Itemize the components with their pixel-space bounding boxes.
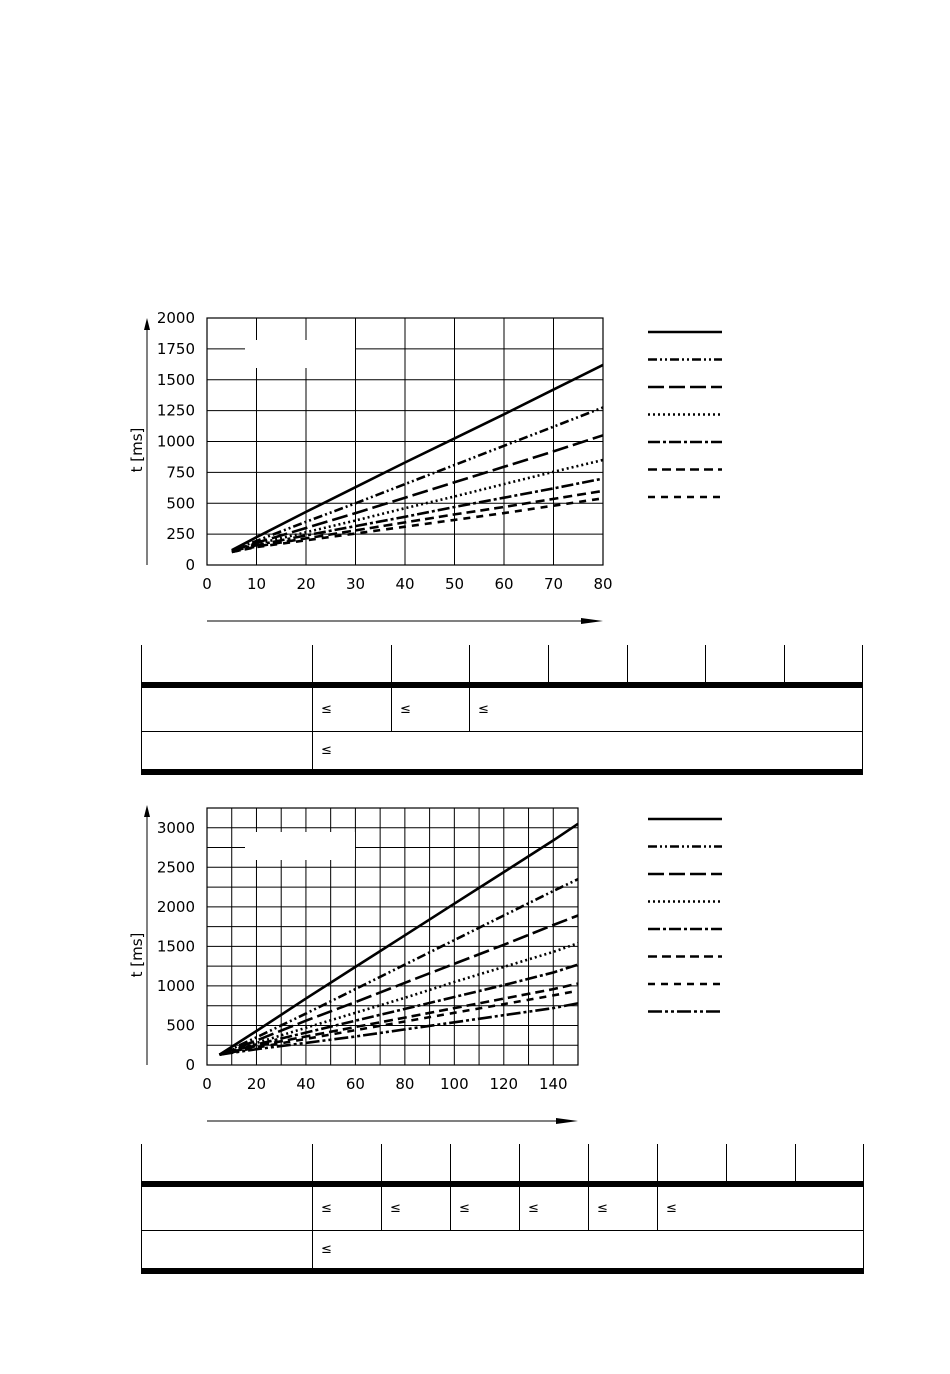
- table-cell: [589, 1144, 658, 1184]
- table-cell: [142, 732, 313, 773]
- y-tick-label: 1750: [156, 339, 195, 358]
- table-cell: [142, 685, 313, 732]
- x-tick-label: 10: [246, 575, 267, 593]
- x-axis-arrowhead: [581, 618, 603, 624]
- table-cell: [549, 645, 628, 685]
- x-tick-label: 60: [494, 575, 514, 593]
- x-tick-label: 0: [202, 575, 212, 593]
- table-cell: [313, 1144, 382, 1184]
- table-cell: [142, 1231, 313, 1272]
- table-cell: ≤: [470, 685, 863, 732]
- chart-2: [0, 795, 950, 1135]
- y-tick-label: 250: [166, 525, 195, 544]
- x-tick-label: 140: [538, 1075, 568, 1093]
- x-tick-label: 60: [345, 1075, 365, 1093]
- table-cell: [142, 645, 313, 685]
- y-tick-label: 1000: [156, 976, 195, 995]
- y-tick-label: 1500: [156, 370, 195, 389]
- table-cell: ≤: [392, 685, 470, 732]
- x-tick-label: 0: [202, 1075, 212, 1093]
- table-cell: ≤: [451, 1184, 520, 1231]
- y-axis-arrowhead: [144, 318, 150, 330]
- y-tick-label: 1000: [156, 432, 195, 451]
- y-tick-label: 2000: [156, 309, 195, 327]
- series-line-3: [232, 435, 603, 551]
- spec-table-2: [141, 1144, 864, 1274]
- table-row: [142, 732, 863, 773]
- table-cell: [142, 1184, 313, 1231]
- table-header-row: [142, 645, 863, 685]
- table-cell: ≤: [313, 1231, 864, 1272]
- table-cell: [451, 1144, 520, 1184]
- table-cell: ≤: [658, 1184, 864, 1231]
- chart-1: [0, 0, 950, 640]
- x-tick-label: 40: [395, 575, 415, 593]
- x-tick-label: 20: [246, 1075, 267, 1093]
- x-tick-label: 70: [543, 575, 564, 593]
- x-tick-label: 40: [296, 1075, 316, 1093]
- table-cell: [727, 1144, 796, 1184]
- y-axis-label: t [ms]: [128, 932, 146, 978]
- table-cell: [382, 1144, 451, 1184]
- y-tick-label: 2500: [156, 858, 195, 877]
- y-tick-label: 3000: [156, 818, 195, 837]
- y-tick-label: 1500: [156, 937, 195, 956]
- table-cell: [142, 1144, 313, 1184]
- series-line-2: [219, 879, 578, 1054]
- y-axis-arrowhead: [144, 805, 150, 817]
- table-cell: [628, 645, 706, 685]
- label-box: [245, 340, 355, 368]
- x-tick-label: 30: [345, 575, 366, 593]
- series-line-3: [219, 916, 578, 1055]
- series-line-2: [232, 408, 603, 551]
- table-cell: [796, 1144, 864, 1184]
- table-cell: ≤: [589, 1184, 658, 1231]
- series-line-4: [219, 943, 578, 1054]
- label-box: [245, 832, 355, 860]
- table-cell: [520, 1144, 589, 1184]
- y-tick-label: 750: [166, 463, 195, 482]
- series-line-5: [219, 965, 578, 1055]
- table-cell: [658, 1144, 727, 1184]
- table-cell: [392, 645, 470, 685]
- table-cell: [470, 645, 549, 685]
- series-line-1: [232, 365, 603, 550]
- table-cell: ≤: [520, 1184, 589, 1231]
- table-cell: ≤: [313, 732, 863, 773]
- y-tick-label: 500: [166, 494, 195, 513]
- table-row: [142, 1231, 864, 1272]
- y-tick-label: 0: [185, 556, 195, 574]
- y-axis-label: t [ms]: [128, 427, 146, 473]
- table-cell: [706, 645, 785, 685]
- x-axis-arrowhead: [556, 1118, 578, 1124]
- spec-table-1: [141, 645, 863, 775]
- table-row: [142, 685, 863, 732]
- x-tick-label: 100: [440, 1075, 469, 1093]
- y-tick-label: 0: [185, 1056, 195, 1074]
- table-cell: ≤: [382, 1184, 451, 1231]
- x-tick-label: 50: [444, 575, 465, 593]
- y-tick-label: 1250: [156, 401, 195, 420]
- table-cell: ≤: [313, 685, 392, 732]
- table-row: [142, 1184, 864, 1231]
- x-tick-label: 20: [296, 575, 316, 593]
- x-tick-label: 80: [395, 1075, 415, 1093]
- table-cell: ≤: [313, 1184, 382, 1231]
- table-header-row: [142, 1144, 864, 1184]
- y-tick-label: 2000: [156, 897, 195, 916]
- y-tick-label: 500: [166, 1016, 195, 1035]
- table-cell: [313, 645, 392, 685]
- table-cell: [785, 645, 863, 685]
- x-tick-label: 120: [489, 1075, 519, 1093]
- x-tick-label: 80: [593, 575, 613, 593]
